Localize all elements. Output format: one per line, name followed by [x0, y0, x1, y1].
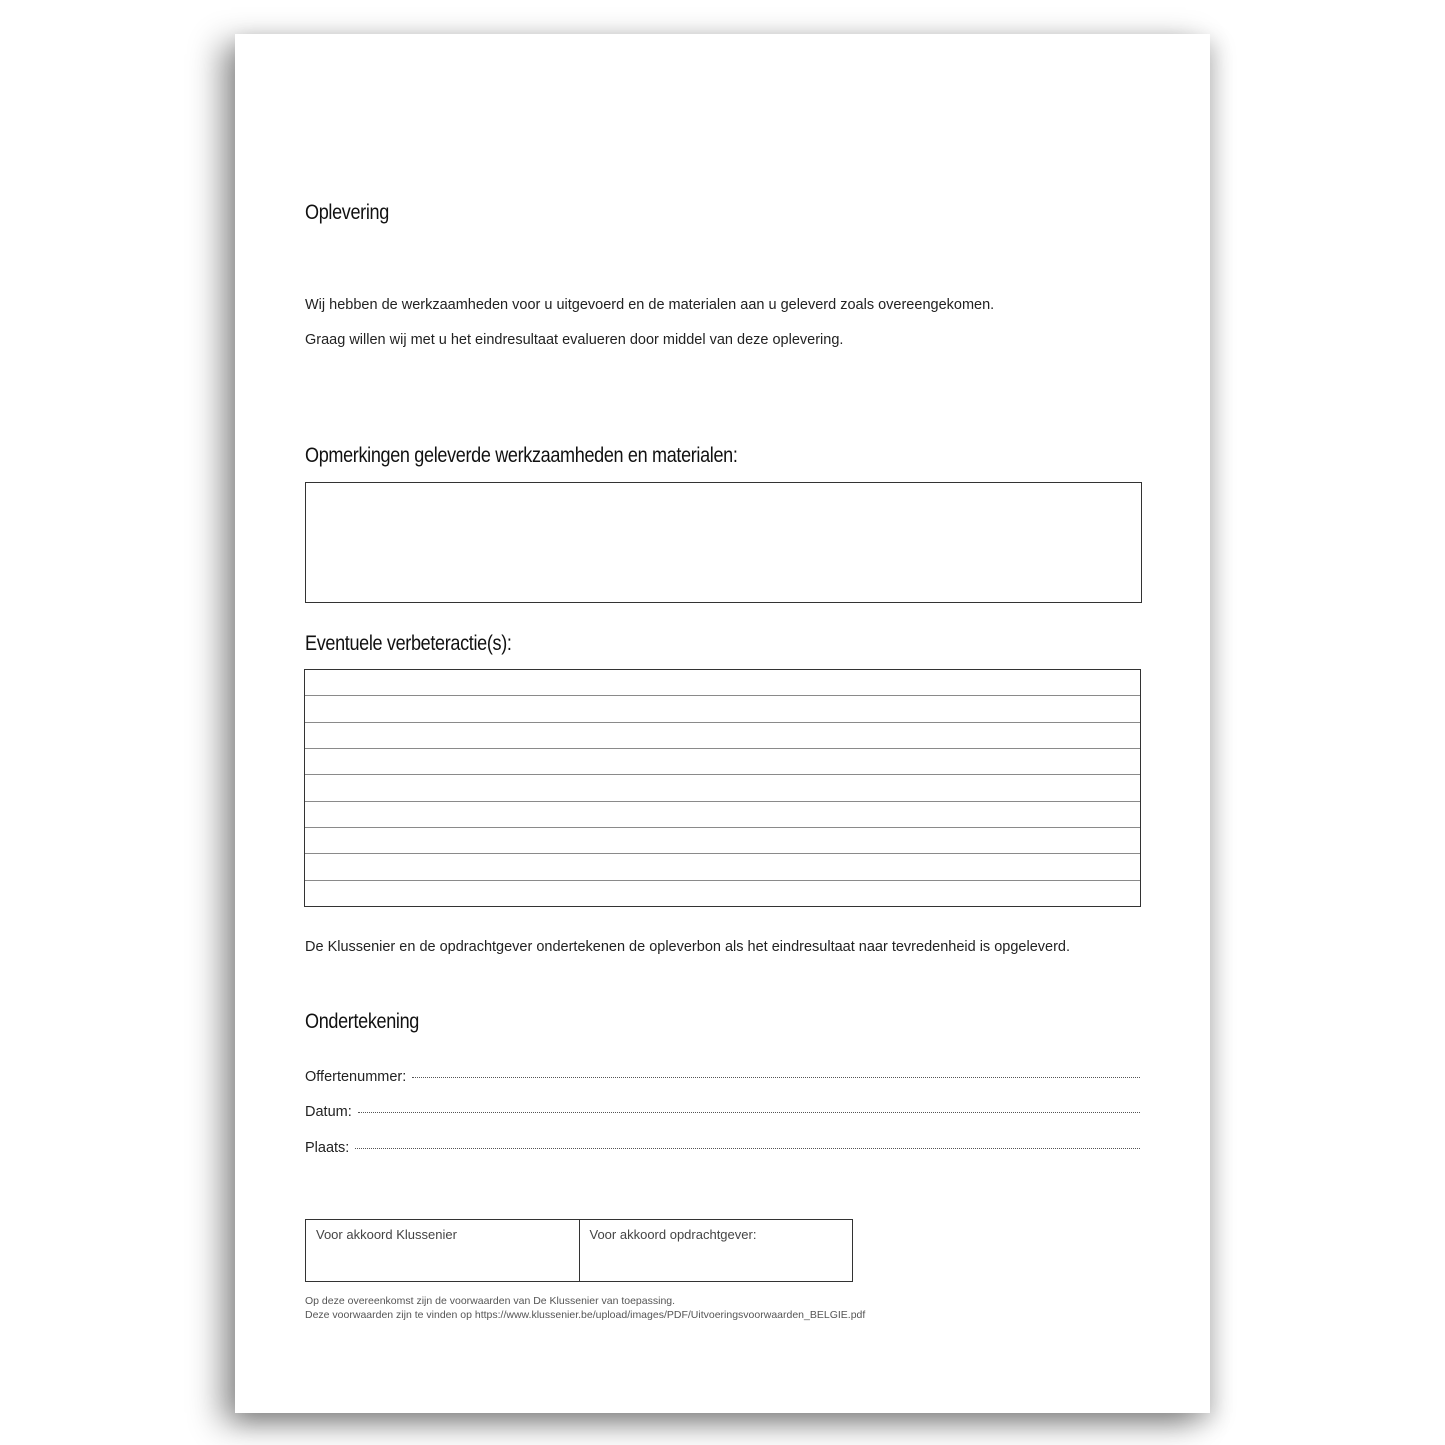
- signature-cell-client[interactable]: [579, 1220, 853, 1281]
- improvements-lined-box[interactable]: [304, 669, 1141, 907]
- quote-number-dotted-line[interactable]: [412, 1077, 1140, 1078]
- sign-statement: De Klussenier en de opdrachtgever ondertekenen de opleverbon als het eindresultaat naar tevredenheid is opgeleverd.: [305, 939, 1070, 955]
- signature-label-client: Voor akkoord opdrachtgever:: [589, 1227, 757, 1242]
- signature-label-klussenier: Voor akkoord Klussenier: [316, 1227, 457, 1242]
- document-page: [235, 34, 1210, 1413]
- page-title: Oplevering: [305, 201, 389, 224]
- remarks-heading: Opmerkingen geleverde werkzaamheden en materialen:: [305, 444, 738, 467]
- quote-number-label: Offertenummer:: [305, 1069, 407, 1085]
- date-label: Datum:: [305, 1104, 352, 1120]
- footer-line-2: Deze voorwaarden zijn te vinden op https://www.klussenier.be/upload/images/PDF/Uitvoeringsvoorwaarden_BELGIE.pdf: [305, 1309, 866, 1321]
- date-dotted-line[interactable]: [358, 1112, 1140, 1113]
- footer-line-1: Op deze overeenkomst zijn de voorwaarden van De Klussenier van toepassing.: [305, 1295, 676, 1307]
- signature-cell-klussenier[interactable]: [306, 1220, 579, 1281]
- improvement-line[interactable]: [305, 881, 1140, 906]
- quote-number-field[interactable]: [305, 1069, 1140, 1085]
- improvement-line[interactable]: [305, 696, 1140, 722]
- improvement-line[interactable]: [305, 723, 1140, 749]
- improvement-line[interactable]: [305, 802, 1140, 828]
- place-field[interactable]: [305, 1140, 1140, 1156]
- intro-paragraph-1: Wij hebben de werkzaamheden voor u uitgevoerd en de materialen aan u geleverd zoals overeengekomen.: [305, 297, 995, 313]
- improvement-line[interactable]: [305, 854, 1140, 880]
- improvement-line[interactable]: [305, 828, 1140, 854]
- place-label: Plaats:: [305, 1140, 350, 1156]
- place-dotted-line[interactable]: [355, 1148, 1140, 1149]
- improvements-heading: Eventuele verbeteractie(s):: [305, 632, 512, 655]
- improvement-line[interactable]: [305, 775, 1140, 801]
- remarks-input-box[interactable]: [305, 482, 1142, 603]
- improvement-line[interactable]: [305, 670, 1140, 696]
- signature-table: [305, 1219, 853, 1282]
- date-field[interactable]: [305, 1104, 1140, 1120]
- signature-heading: Ondertekening: [305, 1010, 420, 1033]
- improvement-line[interactable]: [305, 749, 1140, 775]
- intro-paragraph-2: Graag willen wij met u het eindresultaat evalueren door middel van deze oplevering.: [305, 332, 844, 348]
